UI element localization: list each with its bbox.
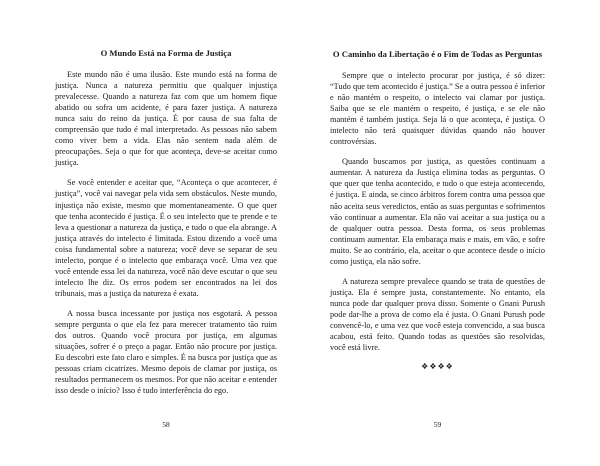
left-paragraph-1: Este mundo não é uma ilusão. Este mundo está na forma de justiça. Nunca a natureza permitiu que qualquer injustiça prevalecesse. Quando a natureza faz com que um homem fique abatido ou sofra um acidente, é para fazer justiça. A natureza nunca saiu do reino da justiça. É por causa de sua falta de compreensão que tudo é mal interpretado. As pessoas não sabem como viver bem a vida. Elas não sentem nada além de preocupações. Seja o que for que aconteça, deve-se aceitar como justiça. xyxy=(55,70,277,168)
section-end-ornament: ❖❖❖❖ xyxy=(421,362,454,372)
right-page-title: O Caminho da Libertação é o Fim de Todas as Perguntas xyxy=(332,49,543,59)
right-paragraph-2: Quando buscamos por justiça, as questões continuam a aumentar. A natureza da Justiça elimina todas as perguntas. O que quer que tenha acontecido, e tudo o que esteja acontecendo, é justiça. E ainda, se cinco árbitros forem contra uma pessoa que não aceita seus veredictos, então as suas perguntas e sofrimentos vão continuar a aumentar. Ela não vai aceitar a sua justiça ou a de qualquer outra pessoa. Desta forma, os seus problemas continuam aumentar. Ela embaraça mais e mais, em vão, e sofre muito. Se ao contrário, ela, aceitar o que acontece desde o início como justiça, ela não sofre. xyxy=(330,157,545,266)
left-page-title: O Mundo Está na Forma de Justiça xyxy=(100,48,232,58)
right-paragraph-3: A natureza sempre prevalece quando se trata de questões de justiça. Ela é sempre justa, constantemente. No entanto, ela nunca pode dar qualquer prova disso. Somente o Gnani Purush pode dar-lhe a prova de como ela é justa. O Gnani Purush pode convencê-lo, e uma vez que você esteja convencido, a sua busca acabou, está feito. Quando todas as questões são resolvidas, você está livre. xyxy=(330,276,545,353)
right-page-number: 59 xyxy=(433,420,442,429)
left-paragraph-3: A nossa busca incessante por justiça nos esgotará. A pessoa sempre pergunta o que ela fez para merecer tratamento tão ruim dos outros. Quando você procura por justiça, em algumas situações, sofrer é o preço a pagar. Então não procure por justiça. Eu descobri este fato claro e simples. É na busca por justiça que as pessoas criam cicatrizes. Mesmo depois de clamar por justiça, os resultados permanecem os mesmos. Por que não aceitar e entender isso desde o início? Isso é tudo interferência do ego. xyxy=(55,308,277,396)
left-page xyxy=(55,0,277,466)
right-paragraph-1: Sempre que o intelecto procurar por justiça, é só dizer: “Tudo que tem acontecido é justiça.” Se a outra pessoa é inferior e não mantém o respeito, o intelecto vai clamar por justiça. Saiba que se ele mantém o respeito, é justiça, e se ele não mantém é também justiça. Seja lá o que aconteça, é justiça. O intelecto não terá quaisquer dúvidas quando não houver controvérsias. xyxy=(330,71,545,147)
right-page xyxy=(330,0,545,466)
left-page-number: 58 xyxy=(162,420,170,429)
left-paragraph-2: Se você entender e aceitar que, “Aconteça o que acontecer, é justiça”, você vai navegar pela vida sem obstáculos. Neste mundo, injustiça não existe, mesmo que momentaneamente. O que quer que tenha acontecido é justiça. É o seu intelecto que te prende e te leva a questionar a natureza da justiça, e tudo o que ela abrange. A justiça através do intelecto é limitada. Estou dizendo a você uma coisa fundamental sobre a natureza; você deve se separar de seu intelecto, porque é o intelecto que embaraça você. Uma vez que você entende essa lei da natureza, você não deve escutar o que seu intelecto lhe diz. Os erros podem ser encontrados na lei dos tribunais, mas a justiça da natureza é exata. xyxy=(55,178,277,298)
